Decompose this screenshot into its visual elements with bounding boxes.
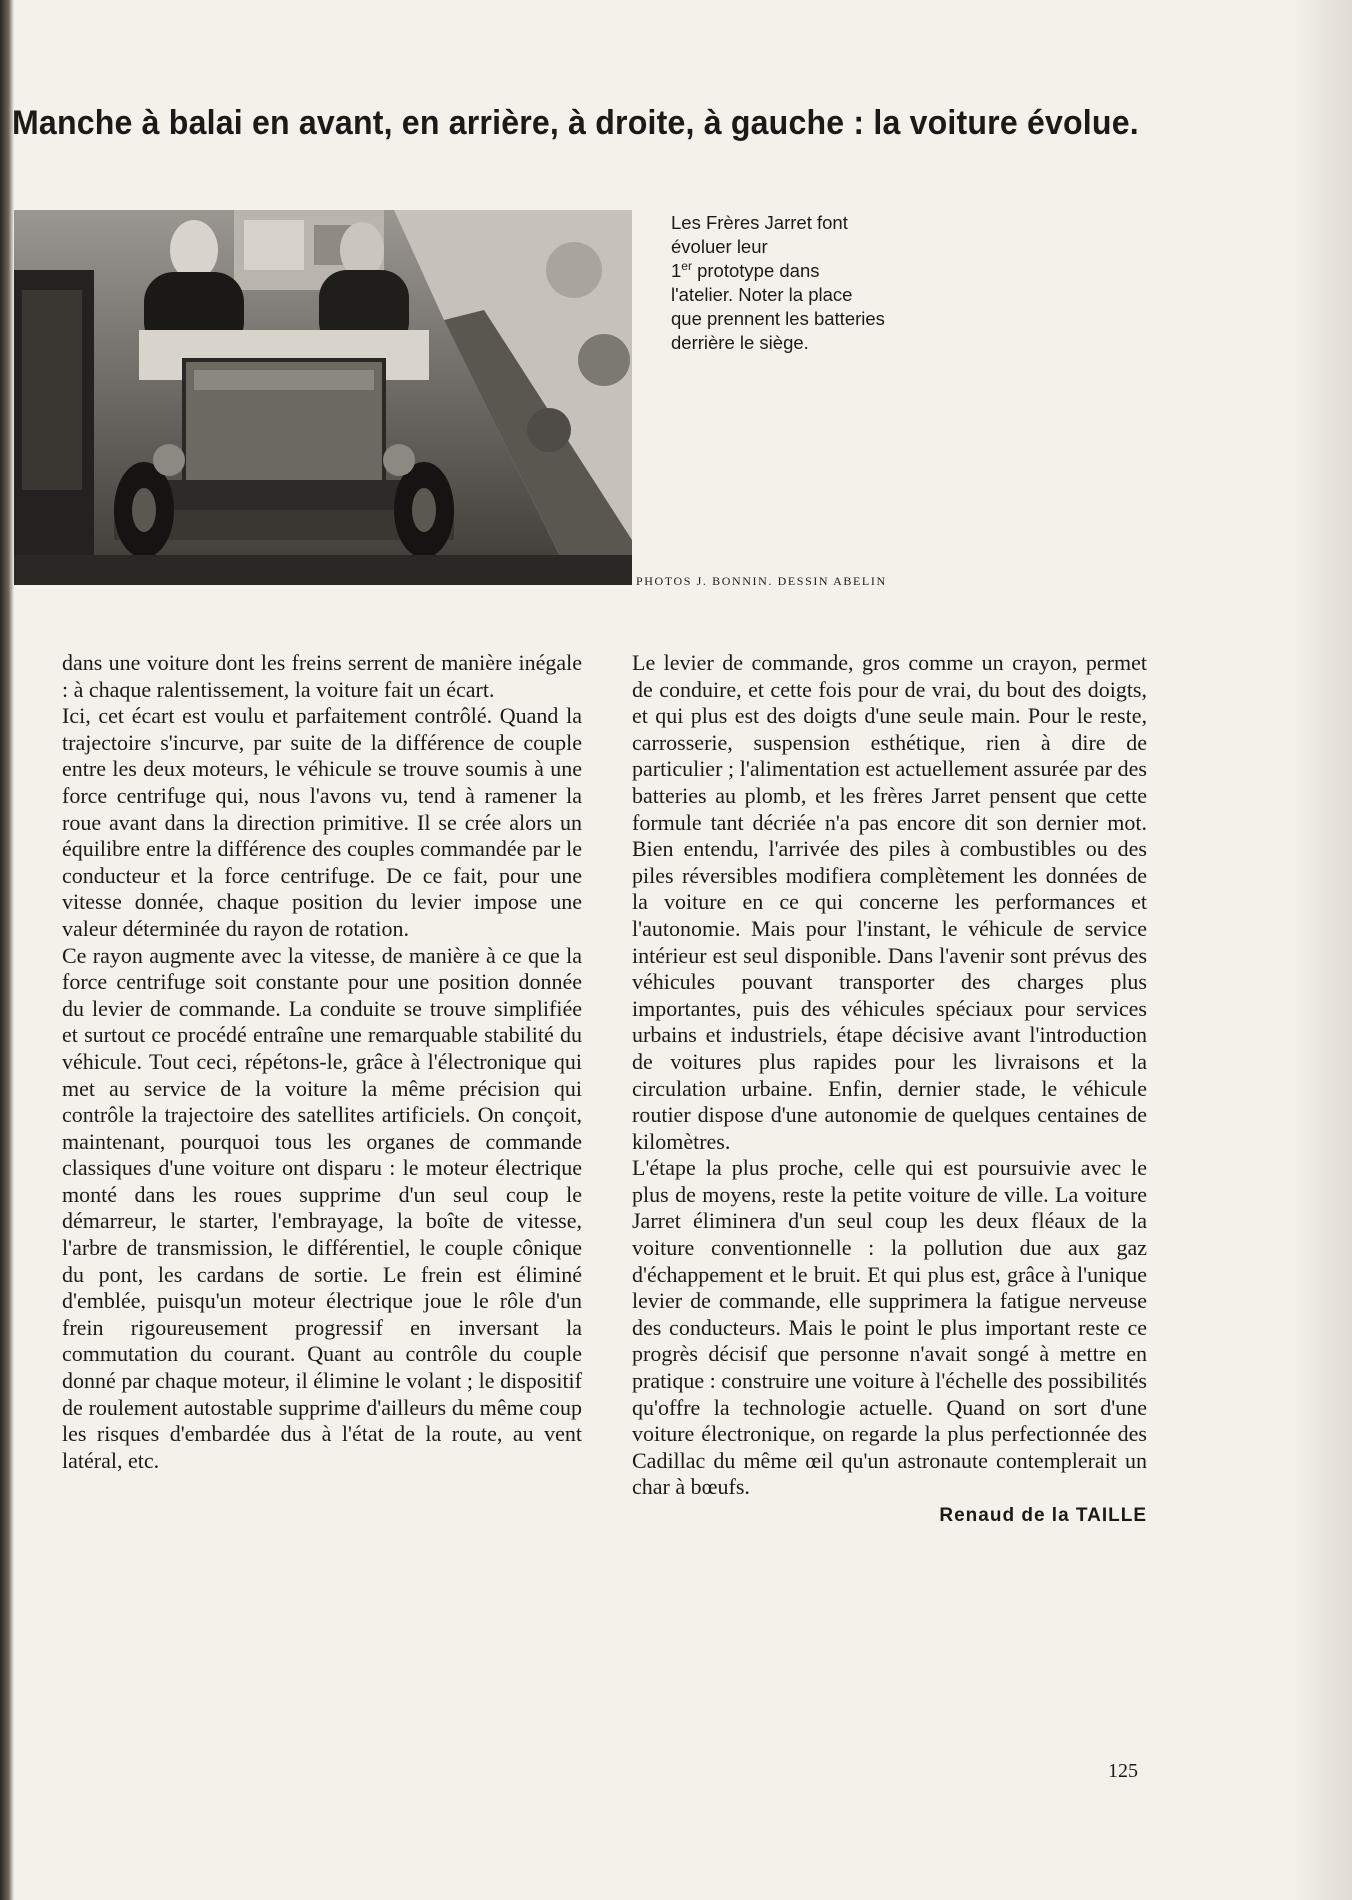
caption-line: l'atelier. Noter la place bbox=[671, 284, 853, 305]
page-shadow bbox=[1292, 0, 1352, 1900]
paragraph: Ce rayon augmente avec la vitesse, de manière à ce que la force centrifuge soit constante pour une position donnée du levier de commande. La conduite se trouve simplifiée et surtout ce procédé entraîne une remarquable stabilité du véhicule. Tout ceci, répétons-le, grâce à l'électronique qui met au service de la voiture la même précision qui contrôle la trajectoire des satellites artificiels. On conçoit, maintenant, pourquoi tous les organes de commande classiques d'une voiture ont disparu : le moteur électrique monté dans les roues supprime d'un seul coup le démarreur, le starter, l'embrayage, la boîte de vitesse, l'arbre de transmission, le différentiel, le couple cônique du pont, les cardans de sortie. Le frein est éliminé d'emblée, puisqu'un moteur électrique joue le rôle d'un frein rigoureusement progressif en inversant la commutation du courant. Quant au contrôle du couple donné par chaque moteur, il élimine le volant ; le dispositif de roulement autostable supprime d'ailleurs du même coup les risques d'embardée dus à l'état de la route, au vent latéral, etc. bbox=[62, 942, 582, 1473]
photo-credit: PHOTOS J. BONNIN. DESSIN ABELIN bbox=[636, 574, 887, 588]
paragraph: dans une voiture dont les freins serrent de manière inégale : à chaque ralentissement, la voiture fait un écart. bbox=[62, 650, 582, 702]
workshop-photo bbox=[14, 210, 632, 585]
paragraph: L'étape la plus proche, celle qui est poursuivie avec le plus de moyens, reste la petite voiture de ville. La voiture Jarret éliminera d'un seul coup les deux fléaux de la voiture conventionnelle : la pollution due aux gaz d'échappement et le bruit. Et qui plus est, grâce à l'unique levier de commande, elle supprimera la fatigue nerveuse des conducteurs. Mais le point le plus important reste ce progrès décisif que personne n'avait songé à mettre en pratique : construire une voiture à l'échelle des possibilités qu'offre la technologie actuelle. Quand on sort d'une voiture électronique, on regarde la plus perfectionnée des Cadillac du même œil qu'un astronaute contemplerait un char à bœufs. bbox=[632, 1155, 1147, 1500]
paragraph: Ici, cet écart est voulu et parfaitement contrôlé. Quand la trajectoire s'incurve, par suite de la différence de couple entre les deux moteurs, le véhicule se trouve soumis à une force centrifuge qui, nous l'avons vu, tend à ramener la roue avant dans la direction primitive. Il se crée alors un équilibre entre la différence des couples commandée par le conducteur et la force centrifuge. De ce fait, pour une vitesse donnée, chaque position du levier impose une valeur déterminée du rayon de rotation. bbox=[62, 703, 582, 941]
ordinal-superscript: er bbox=[681, 258, 692, 273]
author-signature: Renaud de la TAILLE bbox=[939, 1505, 1147, 1526]
page-binding-edge bbox=[0, 0, 14, 1900]
photo-illustration bbox=[14, 210, 632, 585]
caption-line: que prennent les batteries bbox=[671, 308, 885, 329]
article-column-left bbox=[62, 650, 582, 1474]
headline: Manche à balai en avant, en arrière, à droite, à gauche : la voiture évolue. bbox=[12, 104, 1139, 142]
page-number: 125 bbox=[1108, 1760, 1138, 1782]
caption-line: évoluer leur bbox=[671, 236, 768, 257]
caption-line: 1er prototype dans bbox=[671, 258, 820, 281]
paragraph: Le levier de commande, gros comme un crayon, permet de conduire, et cette fois pour de vrai, du bout des doigts, et qui plus est des doigts d'une seule main. Pour le reste, carrosserie, suspension esthétique, rien à dire de particulier ; l'alimentation est actuellement assurée par des batteries au plomb, et les frères Jarret pensent que cette formule tant décriée n'a pas encore dit son dernier mot. Bien entendu, l'arrivée des piles à combustibles ou des piles réversibles modifiera complètement les données de la voiture en ce qui concerne les performances et l'autonomie. Mais pour l'instant, le véhicule de service intérieur est seul disponible. Dans l'avenir sont prévus des véhicules pouvant transporter des charges plus importantes, puis des véhicules spéciaux pour services urbains et industriels, étape décisive avant l'introduction de voitures plus rapides pour les livraisons et la circulation urbaine. Enfin, dernier stade, le véhicule routier dispose d'une autonomie de quelques centaines de kilomètres. bbox=[632, 650, 1147, 1154]
article-column-right bbox=[632, 650, 1147, 1530]
photo-caption bbox=[671, 211, 971, 355]
caption-line: derrière le siège. bbox=[671, 332, 809, 353]
caption-line: Les Frères Jarret font bbox=[671, 212, 848, 233]
